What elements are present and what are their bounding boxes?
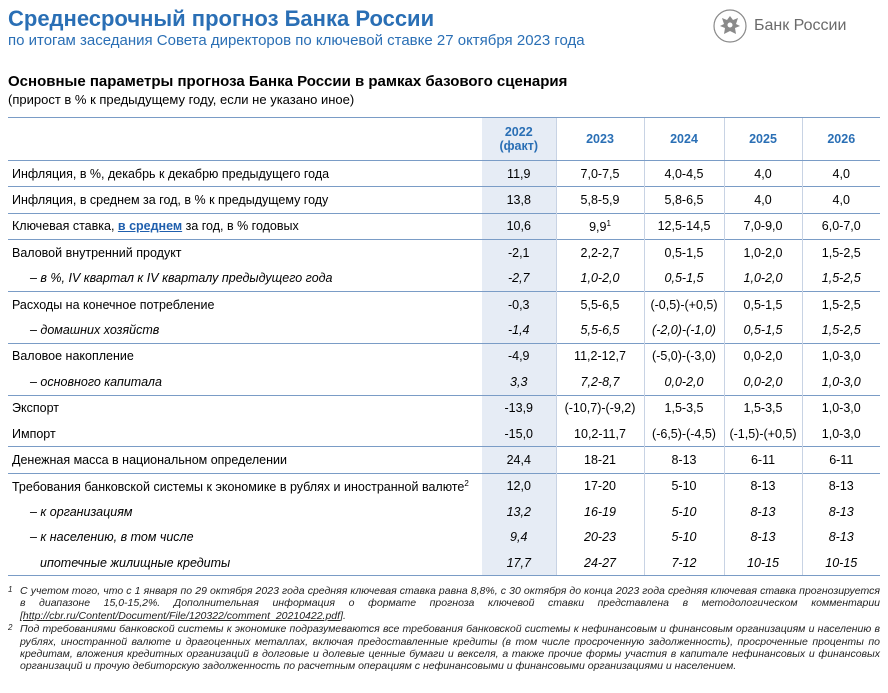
cell-2022: 13,8 [482, 187, 556, 213]
cell-2026: 8-13 [802, 473, 880, 499]
cell-2023: 16-19 [556, 499, 644, 524]
methodology-link[interactable]: http://cbr.ru/Content/Document/File/120322/comment_20210422.pdf [22, 609, 341, 622]
eagle-emblem-icon [712, 8, 748, 44]
table-row [8, 499, 880, 524]
cell-2026: 4,0 [802, 187, 880, 213]
cell-2022: 9,4 [482, 524, 556, 549]
cell-2023: 11,2-12,7 [556, 343, 644, 369]
cell-2022: 24,4 [482, 447, 556, 473]
cell-2026: 1,0-3,0 [802, 395, 880, 421]
table-row [8, 369, 880, 395]
cell-2022: 3,3 [482, 369, 556, 395]
cell-2023: 7,2-8,7 [556, 369, 644, 395]
table-row [8, 161, 880, 187]
bank-logo [712, 8, 846, 44]
table-row [8, 550, 880, 576]
cell-2025: 0,5-1,5 [724, 317, 802, 343]
row-label: – к населению, в том числе [30, 530, 194, 545]
cell-2022: -2,7 [482, 266, 556, 292]
col-header-2022: 2022 (факт) [482, 118, 556, 161]
cell-2025: 0,0-2,0 [724, 369, 802, 395]
row-label: – основного капитала [30, 374, 162, 389]
cell-2024: (-6,5)-(-4,5) [644, 421, 724, 447]
cell-2023: 10,2-11,7 [556, 421, 644, 447]
cell-2025: 1,5-3,5 [724, 395, 802, 421]
cell-2025: 1,0-2,0 [724, 240, 802, 266]
cell-2022: -1,4 [482, 317, 556, 343]
cell-2024: (-2,0)-(-1,0) [644, 317, 724, 343]
table-row [8, 240, 880, 266]
cell-2024: 12,5-14,5 [644, 213, 724, 239]
cell-2025: 8-13 [724, 524, 802, 549]
footnote-mark: 1 [8, 585, 13, 594]
table-row [8, 266, 880, 292]
cell-2025: 6-11 [724, 447, 802, 473]
average-link[interactable]: в среднем [117, 219, 183, 234]
cell-2026: 1,5-2,5 [802, 291, 880, 317]
row-label: Ключевая ставка, в среднем за год, в % годовых [8, 213, 482, 239]
table-row [8, 317, 880, 343]
cell-2024: 7-12 [644, 550, 724, 576]
cell-2024: (-5,0)-(-3,0) [644, 343, 724, 369]
cell-2022: -2,1 [482, 240, 556, 266]
cell-2024: 5-10 [644, 524, 724, 549]
cell-2023: 7,0-7,5 [556, 161, 644, 187]
row-label: Требования банковской системы к экономике в рублях и иностранной валюте$^2$ [8, 473, 482, 499]
cell-2023: 5,5-6,5 [556, 317, 644, 343]
row-label: Валовой внутренний продукт [8, 240, 482, 266]
col-header-2026: 2026 [802, 118, 880, 161]
table-row [8, 447, 880, 473]
row-label: ипотечные жилищные кредиты [8, 550, 482, 576]
cell-2024: 8-13 [644, 447, 724, 473]
cell-2025: 1,0-2,0 [724, 266, 802, 292]
row-label: Импорт [12, 426, 56, 441]
cell-2024: 4,0-4,5 [644, 161, 724, 187]
page-title: Среднесрочный прогноз Банка России [8, 6, 435, 31]
cell-2022: 12,0 [482, 473, 556, 499]
cell-2022: 13,2 [482, 499, 556, 524]
col-header-2025: 2025 [724, 118, 802, 161]
table-row [8, 213, 880, 239]
row-label: Валовое накопление [8, 343, 482, 369]
cell-2022: -15,0 [482, 421, 556, 447]
table-row [8, 291, 880, 317]
col-header-2023: 2023 [556, 118, 644, 161]
row-label: Расходы на конечное потребление [8, 291, 482, 317]
cell-2025: 0,0-2,0 [724, 343, 802, 369]
cell-2026: 4,0 [802, 161, 880, 187]
cell-2023: (-10,7)-(-9,2) [556, 395, 644, 421]
forecast-table [8, 117, 880, 576]
cell-2022: -0,3 [482, 291, 556, 317]
cell-2026: 1,0-3,0 [802, 369, 880, 395]
table-row [8, 187, 880, 213]
cell-2023: 2,2-2,7 [556, 240, 644, 266]
header-label-cell [8, 118, 482, 161]
cell-2024: (-0,5)-(+0,5) [644, 291, 724, 317]
table-row [8, 343, 880, 369]
footnote-mark: 2 [8, 623, 13, 633]
cell-2022: 10,6 [482, 213, 556, 239]
cell-2025: 8-13 [724, 499, 802, 524]
cell-2024: 0,0-2,0 [644, 369, 724, 395]
cell-2026: 10-15 [802, 550, 880, 576]
footnote-1-marker: 1 [606, 218, 611, 228]
cell-2022: 11,9 [482, 161, 556, 187]
table-header-row [8, 118, 880, 161]
logo-text: Банк России [754, 17, 847, 34]
cell-2023: $9,9^1$ [556, 213, 644, 239]
cell-2024: 1,5-3,5 [644, 395, 724, 421]
footnote-1: 1 С учетом того, что с 1 января по 29 октября 2023 года средняя ключевая ставка равна 8,8%, с 30 октября до конца 2023 года средняя ключевая ставка прогнозируется в диапазоне 15,0-15,2%. Дополнительная информация о формате прогноза ключевой ставки представлена в методологическом комментарии [http://cbr.ru/Content/Document/File/120322/comment_20210422.pdf]. [8, 585, 880, 622]
cell-2024: 5-10 [644, 473, 724, 499]
cell-2026: 1,0-3,0 [802, 421, 880, 447]
cell-2025: 4,0 [724, 187, 802, 213]
cell-2025: 7,0-9,0 [724, 213, 802, 239]
cell-2026: 1,5-2,5 [802, 240, 880, 266]
row-label: – к организациям [30, 504, 133, 519]
cell-2022: 17,7 [482, 550, 556, 576]
cell-2023: 20-23 [556, 524, 644, 549]
table-row [8, 395, 880, 421]
footnote-text: Под требованиями банковской системы к экономике подразумеваются все требования банковской системы к нефинансовым и финансовым организациям и населению в рублях, иностранной валюте и драгоценных металлах, включая предоставленные кредиты (в том числе просроченную задолженность), просроченные проценты по кредитам, вложения кредитных организаций в долговые и долевые ценные бумаги и векселя, а также прочие формы участия в капитале нефинансовых и финансовых организаций и прочую дебиторскую задолженность по расчетным операциям с нефинансовыми и финансовыми организациями и населением. [20, 623, 880, 673]
cell-2025: 10-15 [724, 550, 802, 576]
cell-2026: 8-13 [802, 524, 880, 549]
row-label: Денежная масса в национальном определении [8, 447, 482, 473]
cell-2026: 8-13 [802, 499, 880, 524]
page-subtitle: по итогам заседания Совета директоров по ключевой ставке 27 октября 2023 года [8, 32, 585, 49]
cell-2026: 1,5-2,5 [802, 266, 880, 292]
cell-2023: 24-27 [556, 550, 644, 576]
table-row [8, 421, 880, 447]
row-label: Экспорт [8, 395, 482, 421]
cell-2023: 5,8-5,9 [556, 187, 644, 213]
col-header-2024: 2024 [644, 118, 724, 161]
footnote-2 [8, 623, 880, 673]
cell-2026: 6,0-7,0 [802, 213, 880, 239]
row-label: – в %, IV квартал к IV кварталу предыдущего года [30, 271, 333, 286]
cell-2025: 0,5-1,5 [724, 291, 802, 317]
cell-2025: 8-13 [724, 473, 802, 499]
footnote-2-marker: 2 [464, 478, 469, 488]
cell-2023: 17-20 [556, 473, 644, 499]
cell-2022: -4,9 [482, 343, 556, 369]
cell-2025: (-1,5)-(+0,5) [724, 421, 802, 447]
cell-2025: 4,0 [724, 161, 802, 187]
cell-2023: 1,0-2,0 [556, 266, 644, 292]
cell-2026: 1,5-2,5 [802, 317, 880, 343]
cell-2026: 1,0-3,0 [802, 343, 880, 369]
footnotes [8, 585, 880, 674]
cell-2026: 6-11 [802, 447, 880, 473]
cell-2023: 18-21 [556, 447, 644, 473]
row-label: Инфляция, в среднем за год, в % к предыдущему году [8, 187, 482, 213]
table-row [8, 473, 880, 499]
row-label: Инфляция, в %, декабрь к декабрю предыдущего года [12, 166, 330, 181]
section-title: Основные параметры прогноза Банка России в рамках базового сценария [8, 73, 568, 90]
row-label: – домашних хозяйств [30, 323, 160, 338]
cell-2024: 5-10 [644, 499, 724, 524]
cell-2024: 0,5-1,5 [644, 240, 724, 266]
cell-2023: 5,5-6,5 [556, 291, 644, 317]
table-row [8, 524, 880, 549]
section-subtitle: (прирост в % к предыдущему году, если не указано иное) [8, 92, 355, 107]
cell-2022: -13,9 [482, 395, 556, 421]
cell-2024: 0,5-1,5 [644, 266, 724, 292]
cell-2024: 5,8-6,5 [644, 187, 724, 213]
